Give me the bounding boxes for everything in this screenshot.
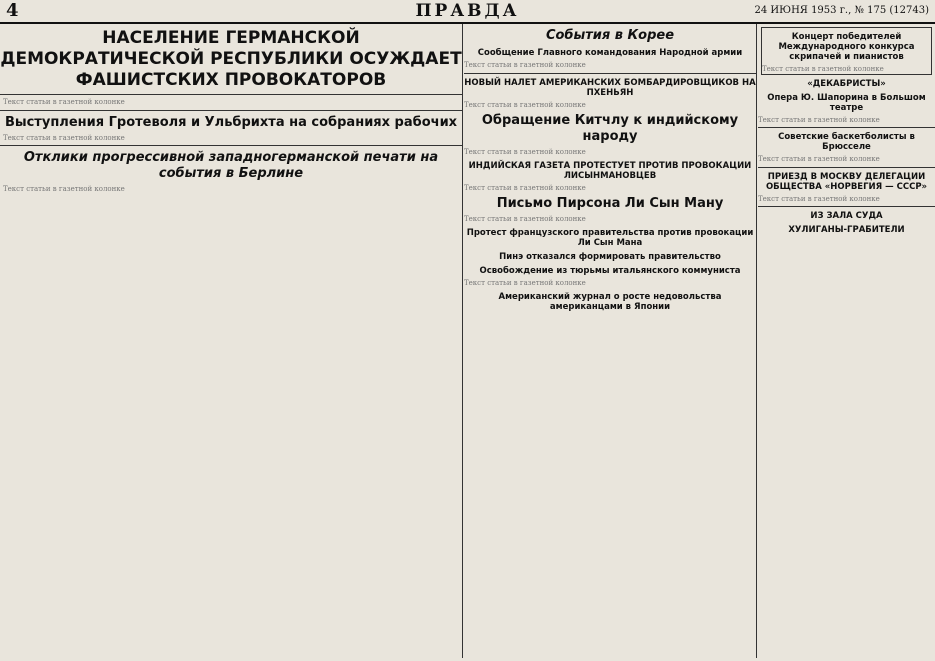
contest-winners-body: Текст статьи в газетной колонке	[762, 65, 884, 73]
liberation-article-body: Текст статьи в газетной колонке	[464, 278, 586, 287]
headline-norway: ПРИЕЗД В МОСКВУ ДЕЛЕГАЦИИ ОБЩЕСТВА «НОРВЕГИЯ — СССР»	[765, 171, 928, 192]
headline-korea: События в Корее	[545, 28, 675, 43]
headline-liberation: Освобождение из тюрьмы итальянского коммуниста	[479, 265, 741, 276]
headline-kitchlu: Обращение Китчлу к индийскому народу	[481, 113, 739, 145]
gdr-article-body: Текст статьи в газетной колонке	[3, 98, 125, 106]
page-number: 4	[6, 0, 19, 21]
middle-column	[464, 24, 757, 658]
headline-press: Отклики прогрессивной западногерманской печати на события в Берлине	[23, 150, 439, 182]
headline-gdr: НАСЕЛЕНИЕ ГЕРМАНСКОЙ ДЕМОКРАТИЧЕСКОЙ РЕСПУБЛИКИ ОСУЖДАЕТ ФАШИСТСКИХ ПРОВОКАТОРОВ	[0, 28, 462, 90]
headline-pinay: Пинэ отказался формировать правительство	[499, 251, 721, 262]
headline-indian-paper: ИНДИЙСКАЯ ГАЗЕТА ПРОТЕСТУЕТ ПРОТИВ ПРОВОКАЦИИ ЛИСЫНМАНОВЦЕВ	[468, 160, 752, 181]
new-raid-article-body: Текст статьи в газетной колонке	[464, 100, 586, 109]
headline-decembrists: «ДЕКАБРИСТЫ»	[807, 78, 886, 89]
headline-french-protest: Протест французского правительства против провокации Ли Сын Мана	[466, 227, 754, 248]
right-column	[758, 24, 935, 658]
headline-courtroom: ИЗ ЗАЛА СУДА	[810, 211, 883, 222]
newspaper-title: ПРАВДА	[415, 1, 520, 21]
headline-pearson: Письмо Пирсона Ли Сын Ману	[496, 196, 724, 212]
headline-hooligans: ХУЛИГАНЫ-ГРАБИТЕЛИ	[788, 225, 905, 236]
kitchlu-article-body: Текст статьи в газетной колонке	[464, 148, 586, 157]
decembrists-body: Текст статьи в газетной колонке	[758, 115, 880, 124]
norway-body: Текст статьи в газетной колонке	[758, 194, 880, 203]
contest-winners-box	[761, 27, 932, 75]
indian-paper-article-body: Текст статьи в газетной колонке	[464, 183, 586, 192]
headline-new-raid: НОВЫЙ НАЛЕТ АМЕРИКАНСКИХ БОМБАРДИРОВЩИКОВ НА ПХЕНЬЯН	[464, 77, 756, 98]
headline-soviet-athletes: Советские баскетболисты в Брюсселе	[778, 132, 915, 153]
soviet-athletes-body: Текст статьи в газетной колонке	[758, 155, 880, 164]
pearson-article-body: Текст статьи в газетной колонке	[464, 215, 586, 224]
issue-date: 24 ИЮНЯ 1953 г., № 175 (12743)	[754, 5, 929, 16]
korea-article-body: Текст статьи в газетной колонке	[464, 61, 586, 69]
headline-decembrists-sub: Опера Ю. Шапорина в Большом театре	[767, 92, 926, 113]
masthead	[0, 0, 935, 24]
headline-contest-winners: Концерт победителей Международного конкурса скрипачей и пианистов	[778, 32, 915, 62]
press-article-body: Текст статьи в газетной колонке	[3, 185, 125, 194]
headline-korea-sub: Сообщение Главного командования Народной армии	[477, 48, 743, 58]
grotewohl-article-body: Текст статьи в газетной колонке	[3, 133, 125, 142]
left-column	[0, 24, 463, 658]
headline-grotewohl: Выступления Гротеволя и Ульбрихта на собраниях рабочих	[4, 114, 458, 130]
headline-american-journal: Американский журнал о росте недовольства американцами в Японии	[498, 291, 722, 312]
